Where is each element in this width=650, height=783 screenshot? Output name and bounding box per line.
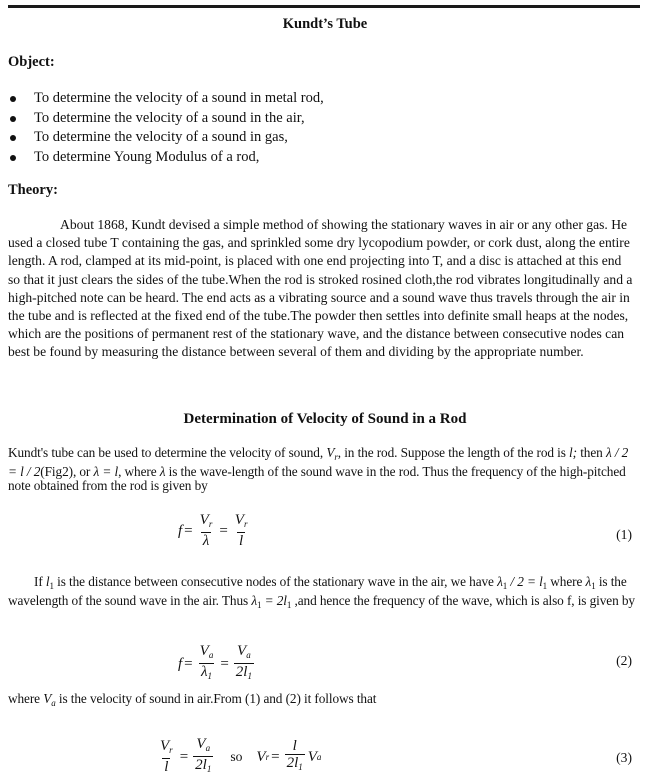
list-item: To determine the velocity of a sound in metal rod,: [8, 89, 324, 109]
object-list: [8, 89, 324, 167]
theory-paragraph: About 1868, Kundt devised a simple method of showing the stationary waves in air or any other gas. He used a closed tube T containing the gas, and sprinkled some dry lycopodium powder, or cork dust, along the entire length. A rod, clamped at its mid-point, is placed with one end projecting into T, and a disc is attached at this end so that it just clears the sides of the tube.When the rod is stroked rosined cloth,the rod vibrates longitudinally and a high-pitched note can be heard. The end acts as a vibrating source and a sound wave thus travels through the air in the tube and is reflected at the fixed end of the tube.The powder then settles into definite small heaps at the nodes, which are the positions of permanent rest of the stationary wave, and the distance between consecutive nodes can best be found by measuring the distance between several of them and dividing by the appropriate number.: [8, 217, 633, 360]
bullet-icon: [10, 116, 16, 122]
page-title: Kundt’s Tube: [282, 16, 368, 32]
theory-heading: Theory:: [8, 182, 58, 198]
equation-1: f = $\frac{V_r}{\lambda}$ = $\frac{V_r}{l}$: [178, 512, 248, 549]
section-heading: Determination of Velocity of Sound in a Rod: [183, 411, 467, 427]
list-item: To determine the velocity of a sound in gas,: [8, 128, 324, 148]
bullet-icon: [10, 155, 16, 161]
equation-number-1: (1): [616, 527, 632, 542]
paragraph-air-velocity: where $V_a$ is the velocity of sound in air.From (1) and (2) it follows that: [8, 691, 377, 708]
equation-number-3: (3): [616, 750, 632, 765]
equation-number-2: (2): [616, 653, 632, 668]
list-item: To determine the velocity of a sound in the air,: [8, 109, 324, 129]
list-item: To determine Young Modulus of a rod,: [8, 148, 324, 168]
top-rule: [8, 5, 640, 8]
bullet-icon: [10, 96, 16, 102]
equation-2: f = $\frac{V_a}{\lambda_1}$ = $\frac{V_a}{2l_1}$: [178, 643, 257, 685]
paragraph-rod-velocity: Kundt's tube can be used to determine the velocity of sound, $V_r$, in the rod. Suppose the length of the rod is l; then λ / 2 = l / 2(Fig2), or λ = l, where λ is the wave-length of the sound wave in the rod. Thus the frequency of the high-pitched note obtained from the rod is given by: [8, 445, 629, 493]
bullet-icon: [10, 135, 16, 141]
equation-3: $\frac{V_r}{l}$ = $\frac{V_a}{2l_1}$ so V r = $\frac{l}{2l_1}$ V a: [155, 736, 321, 778]
object-heading: Object:: [8, 54, 55, 70]
paragraph-air-nodes: If $l_1$ is the distance between consecutive nodes of the stationary wave in the air, we have $\lambda_1 / 2 = l_1$ where $\lambda_1$ is the wavelength of the sound wave in the air. Thus $\lambda_1 = 2l_1$ ,and hence the frequency of the wave, which is also f, is given by: [8, 574, 635, 610]
